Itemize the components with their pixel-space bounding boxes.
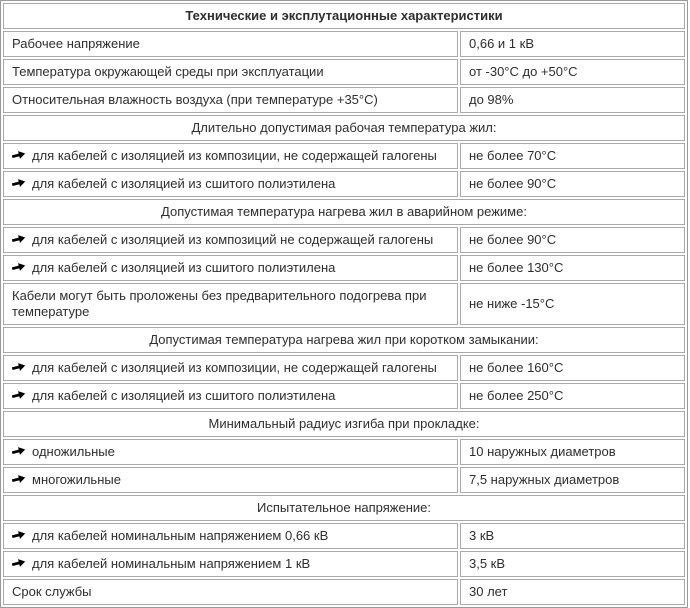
arrow-bullet-icon — [12, 529, 26, 541]
table-row — [3, 255, 685, 281]
table-row — [3, 87, 685, 113]
table-row — [3, 579, 685, 605]
value-text: 7,5 наружных диаметров — [469, 472, 620, 487]
value-text: 10 наружных диаметров — [469, 444, 616, 459]
value-text: 0,66 и 1 кВ — [469, 36, 534, 51]
characteristic-label: для кабелей с изоляцией из сшитого полиэтилена — [32, 260, 336, 275]
value-cell — [460, 171, 685, 197]
arrow-bullet-icon — [12, 149, 26, 161]
table-row — [3, 143, 685, 169]
value-cell — [460, 227, 685, 253]
characteristic-cell — [3, 143, 458, 169]
section-label: Допустимая температура нагрева жил при коротком замыкании: — [3, 327, 685, 353]
arrow-bullet-icon — [12, 445, 26, 457]
characteristic-cell — [3, 255, 458, 281]
characteristic-label: для кабелей с изоляцией из сшитого полиэтилена — [32, 388, 336, 403]
section-row — [3, 199, 685, 225]
characteristic-label: Относительная влажность воздуха (при температуре +35°C) — [12, 92, 378, 107]
section-label: Допустимая температура нагрева жил в аварийном режиме: — [3, 199, 685, 225]
section-label: Испытательное напряжение: — [3, 495, 685, 521]
section-row — [3, 115, 685, 141]
table-row — [3, 551, 685, 577]
value-cell — [460, 551, 685, 577]
characteristic-label: Кабели могут быть проложены без предварительного подогрева при температуре — [12, 288, 427, 319]
arrow-bullet-icon — [12, 557, 26, 569]
characteristic-cell — [3, 383, 458, 409]
characteristic-cell — [3, 283, 458, 325]
table-row — [3, 227, 685, 253]
arrow-bullet-icon — [12, 361, 26, 373]
value-cell — [460, 143, 685, 169]
characteristic-cell — [3, 31, 458, 57]
value-cell — [460, 467, 685, 493]
value-text: 3 кВ — [469, 528, 495, 543]
characteristic-cell — [3, 551, 458, 577]
table-title: Технические и эксплутационные характеристики — [3, 3, 685, 29]
value-cell — [460, 31, 685, 57]
characteristic-label: для кабелей с изоляцией из композиции, не содержащей галогены — [32, 148, 437, 163]
value-text: не более 250°C — [469, 388, 564, 403]
section-label: Минимальный радиус изгиба при прокладке: — [3, 411, 685, 437]
table-row — [3, 283, 685, 325]
characteristic-label: многожильные — [32, 472, 121, 487]
value-text: не более 160°C — [469, 360, 564, 375]
value-cell — [460, 383, 685, 409]
characteristic-cell — [3, 87, 458, 113]
value-cell — [460, 439, 685, 465]
characteristic-label: для кабелей с изоляцией из композиций не содержащей галогены — [32, 232, 434, 247]
section-label: Длительно допустимая рабочая температура жил: — [3, 115, 685, 141]
characteristic-label: для кабелей номинальным напряжением 1 кВ — [32, 556, 311, 571]
value-cell — [460, 59, 685, 85]
characteristic-label: для кабелей номинальным напряжением 0,66 кВ — [32, 528, 329, 543]
value-text: до 98% — [469, 92, 514, 107]
value-cell — [460, 87, 685, 113]
value-text: не более 90°C — [469, 232, 557, 247]
characteristic-cell — [3, 523, 458, 549]
characteristic-label: Срок службы — [12, 584, 92, 599]
characteristic-cell — [3, 467, 458, 493]
value-text: не более 70°C — [469, 148, 557, 163]
characteristic-cell — [3, 171, 458, 197]
table-body — [3, 3, 685, 605]
section-row — [3, 411, 685, 437]
value-cell — [460, 523, 685, 549]
characteristic-label: Рабочее напряжение — [12, 36, 140, 51]
arrow-bullet-icon — [12, 261, 26, 273]
characteristic-cell — [3, 579, 458, 605]
value-text: не ниже -15°C — [469, 296, 555, 311]
value-text: 3,5 кВ — [469, 556, 506, 571]
table-row — [3, 59, 685, 85]
value-text: не более 90°C — [469, 176, 557, 191]
characteristic-label: для кабелей с изоляцией из сшитого полиэтилена — [32, 176, 336, 191]
arrow-bullet-icon — [12, 473, 26, 485]
value-text: от -30°C до +50°C — [469, 64, 578, 79]
table-row — [3, 523, 685, 549]
characteristic-cell — [3, 355, 458, 381]
title-row — [3, 3, 685, 29]
characteristic-label: Температура окружающей среды при эксплуатации — [12, 64, 324, 79]
characteristic-cell — [3, 439, 458, 465]
value-cell — [460, 283, 685, 325]
value-cell — [460, 255, 685, 281]
arrow-bullet-icon — [12, 389, 26, 401]
arrow-bullet-icon — [12, 233, 26, 245]
table-row — [3, 383, 685, 409]
characteristic-cell — [3, 59, 458, 85]
section-row — [3, 327, 685, 353]
table-row — [3, 355, 685, 381]
characteristic-label: для кабелей с изоляцией из композиции, не содержащей галогены — [32, 360, 437, 375]
value-cell — [460, 355, 685, 381]
value-text: не более 130°C — [469, 260, 564, 275]
arrow-bullet-icon — [12, 177, 26, 189]
value-cell — [460, 579, 685, 605]
table-row — [3, 171, 685, 197]
section-row — [3, 495, 685, 521]
characteristic-label: одножильные — [32, 444, 115, 459]
value-text: 30 лет — [469, 584, 508, 599]
characteristic-cell — [3, 227, 458, 253]
table-row — [3, 467, 685, 493]
table-row — [3, 31, 685, 57]
table-row — [3, 439, 685, 465]
